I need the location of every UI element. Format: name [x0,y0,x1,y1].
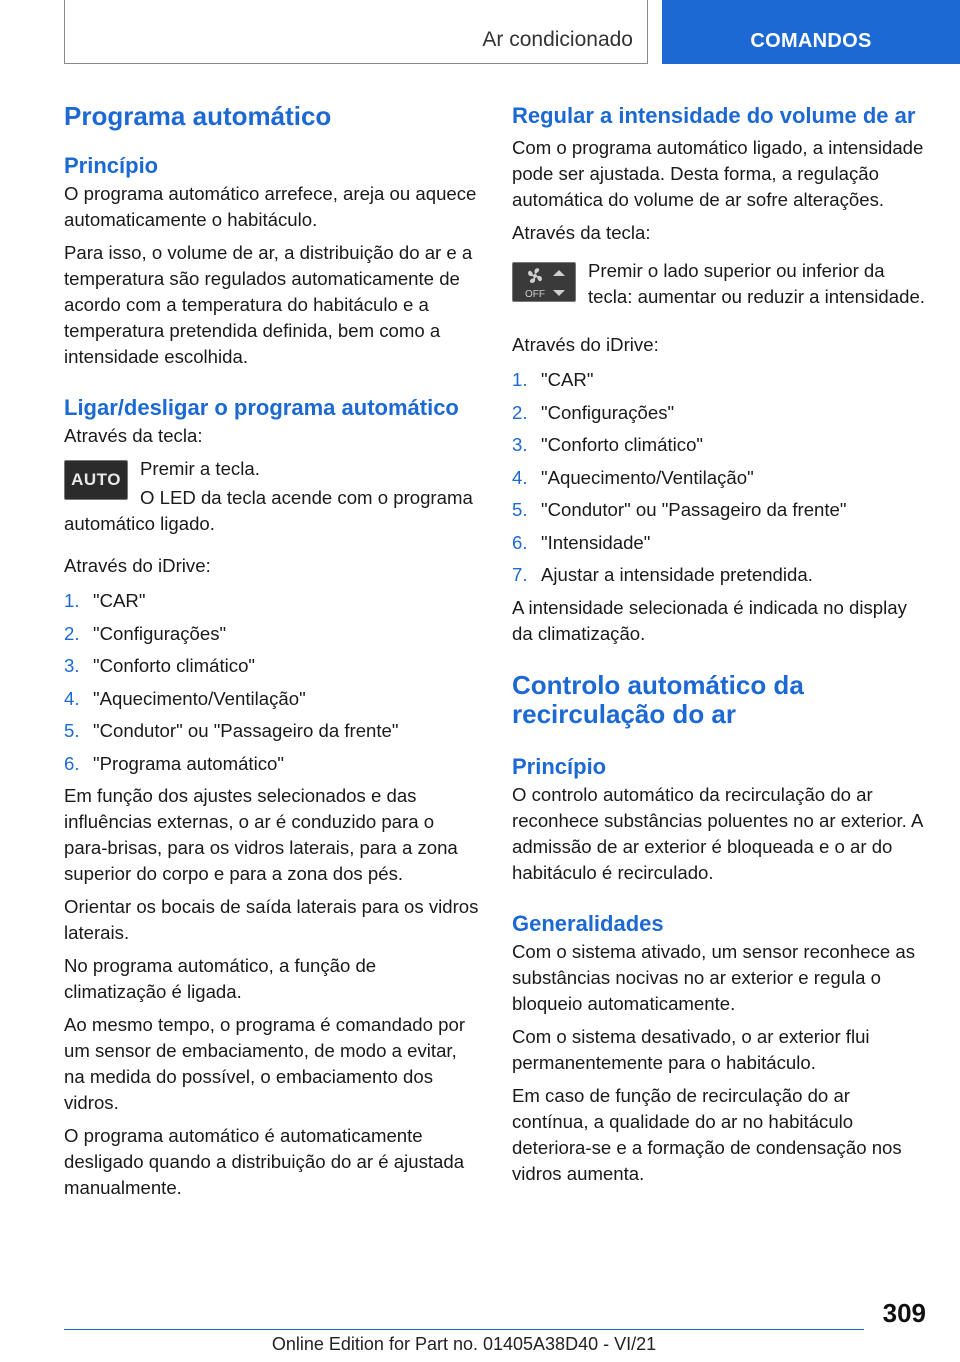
heading-onoff-automatic: Ligar/desligar o programa automático [64,395,459,420]
heading-principle: Princípio [64,153,159,178]
list-item: 2. "Configurações" [64,622,227,644]
paragraph: No programa automático, a função de climatização é ligada. [64,955,377,1002]
list-item: 1. "CAR" [64,590,146,611]
left-column [64,102,480,1208]
auto-key-label: AUTO [71,470,121,489]
idrive-steps-list [512,367,928,588]
paragraph: Através do iDrive: [64,555,211,576]
heading-general: Generalidades [512,910,664,936]
paragraph: Através da tecla: [64,425,203,446]
list-item: 7. Ajustar a intensidade pretendida. [512,564,813,585]
list-item: 1. "CAR" [512,369,594,390]
paragraph: Através da tecla: [512,222,651,243]
footer-divider [64,1329,864,1330]
list-item: 3. "Conforto climático" [512,434,704,455]
header-section-title: Ar condicionado [482,28,633,51]
fan-key-instruction [512,258,928,318]
paragraph: Ao mesmo tempo, o programa é comandado por um sensor de embaciamento, de modo a evitar, na medida do possível, o embaciamento dos vidros. [64,1014,466,1113]
list-item: 5. "Condutor" ou "Passageiro da frente" [512,499,847,520]
fan-icon [513,263,577,303]
paragraph: Orientar os bocais de saída laterais para os vidros laterais. [64,896,479,943]
auto-button-icon [64,460,128,500]
paragraph: Com o sistema desativado, o ar exterior flui permanentemente para o habitáculo. [512,1025,870,1073]
list-item: 4. "Aquecimento/Ventilação" [64,687,306,709]
paragraph: Através do iDrive: [512,334,659,355]
list-item: 2. "Configurações" [512,401,675,423]
paragraph: O LED da tecla acende com o programa automático ligado. [64,487,473,534]
header-chapter-tab [662,0,960,64]
heading-principle: Princípio [512,753,607,779]
idrive-steps-list [64,588,480,777]
footer-edition-text: Online Edition for Part no. 01405A38D40 - VI/21 [271,1334,657,1354]
auto-key-instruction [64,456,480,512]
paragraph: O controlo automático da recirculação do ar reconhece substâncias poluentes no ar exterior. A admissão de ar exterior é bloqueada e o ar do habitáculo é recirculado. [512,783,923,883]
heading-air-volume: Regular a intensidade do volume de ar [512,103,916,128]
list-item: 4. "Aquecimento/Ventilação" [512,466,754,488]
header-chapter-label: COMANDOS [750,30,872,52]
paragraph: Em função dos ajustes selecionados e das influências externas, o ar é conduzido para o para-brisas, para os vidros laterais, para a zona superior do corpo e para a zona dos pés. [64,785,458,884]
list-item: 6. "Intensidade" [512,531,651,553]
paragraph: Premir a tecla. [140,458,260,479]
paragraph: Com o sistema ativado, um sensor reconhece as substâncias nocivas no ar exterior e regula o bloqueio automaticamente. [512,940,916,1014]
heading-recirculation-control: Controlo automático da recirculação do ar [512,669,804,729]
fan-off-label: OFF [525,289,545,300]
paragraph: Premir o lado superior ou inferior da tecla: aumentar ou reduzir a intensidade. [588,260,925,307]
header-section-box [64,0,648,64]
right-column [512,102,928,1194]
list-item: 5. "Condutor" ou "Passageiro da frente" [64,720,399,741]
list-item: 6. "Programa automático" [64,752,284,774]
paragraph: O programa automático é automaticamente desligado quando a distribuição do ar é ajustada manualmente. [64,1125,465,1198]
paragraph: Em caso de função de recirculação do ar contínua, a qualidade do ar no habitáculo deteriora-se e a formação de condensação nos vidros aumenta. [512,1084,902,1184]
paragraph: Com o programa automático ligado, a intensidade pode ser ajustada. Desta forma, a regulação automática do volume de ar sofre alterações. [512,137,924,210]
paragraph: Para isso, o volume de ar, a distribuição do ar e a temperatura são regulados automaticamente de acordo com a temperatura do habitáculo e a temperatura pretendida definida, bem como a intensidade escolhida. [64,242,473,367]
list-item: 3. "Conforto climático" [64,655,256,676]
heading-automatic-program: Programa automático [64,101,332,131]
page-number: 309 [882,1298,926,1328]
paragraph: O programa automático arrefece, areja ou aquece automaticamente o habitáculo. [64,183,477,230]
fan-intensity-button-icon [512,262,576,302]
paragraph: A intensidade selecionada é indicada no display da climatização. [512,596,907,644]
